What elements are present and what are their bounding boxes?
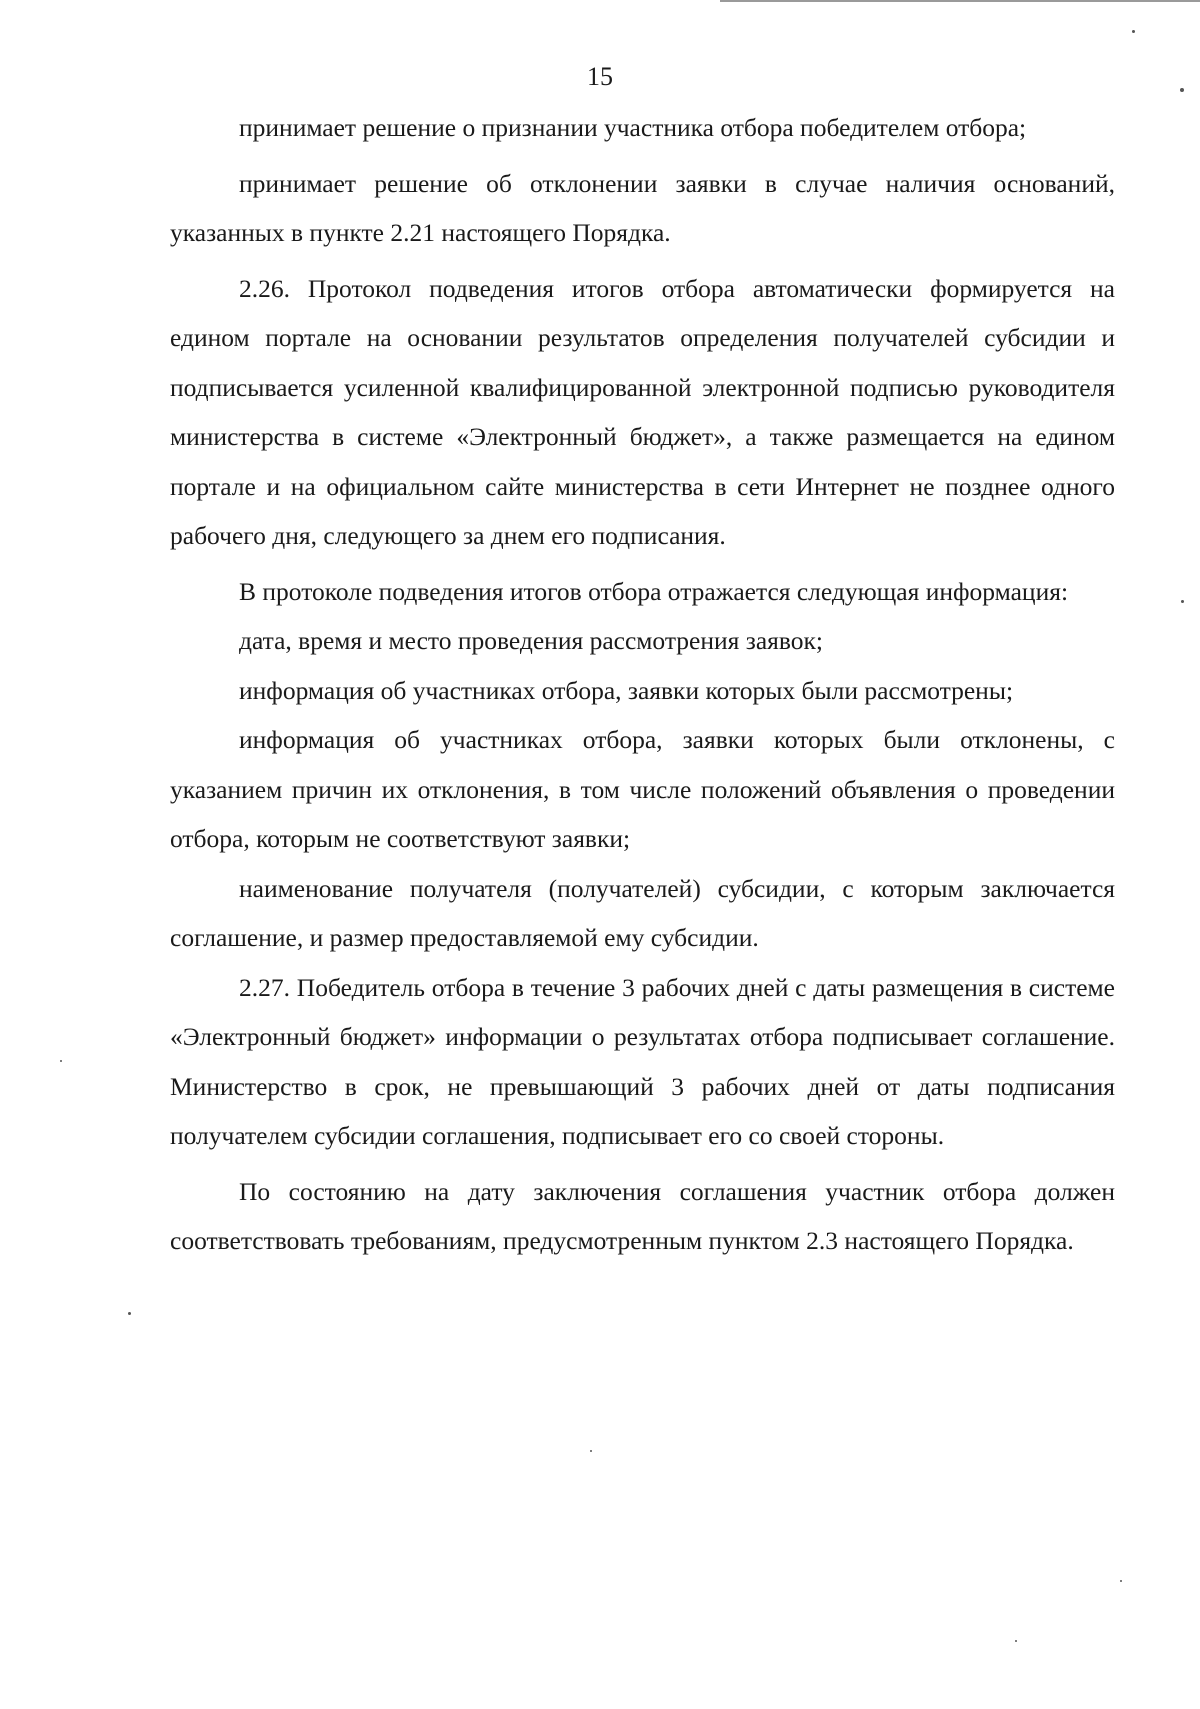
paragraph-protocol-info-intro: В протоколе подведения итогов отбора отражается следующая информация: [239,576,1069,606]
document-body [170,103,1115,1266]
paragraph-date-time-place: дата, время и место проведения рассмотрения заявок; [239,626,823,655]
paragraph-recognize-winner: принимает решение о признании участника отбора победителем отбора; [239,113,1027,142]
paragraph-rejected-participants: информация об участниках отбора, заявки которых были отклонены, с указанием причин их отклонения, в том числе положений объявления о проведении отбора, которым не соответствуют заявки; [170,725,1115,853]
scan-speck [60,1060,62,1062]
scan-speck [1132,30,1135,33]
scan-speck [1180,88,1184,92]
paragraph-compliance: По состоянию на дату заключения соглашения участник отбора должен соответствовать требованиям, предусмотренным пунктом 2.3 настоящего Порядка. [170,1176,1115,1255]
paragraph-reject-application: принимает решение об отклонении заявки в случае наличия оснований, указанных в пункте 2.21 настоящего Порядка. [170,168,1115,247]
page-number: 15 [587,62,613,91]
scan-edge-line [720,0,1200,2]
paragraph-recipient-name: наименование получателя (получателей) субсидии, с которым заключается соглашение, и размер предоставляемой ему субсидии. [170,873,1115,952]
scan-speck [128,1312,131,1315]
paragraph-2-27-winner: 2.27. Победитель отбора в течение 3 рабочих дней с даты размещения в системе «Электронный бюджет» информации о результатах отбора подписывает соглашение. Министерство в срок, не превышающий 3 рабочих дней от даты подписания получателем субсидии соглашения, подписывает его со своей стороны. [170,972,1115,1150]
scan-speck [1015,1640,1017,1642]
scan-speck [590,1450,592,1452]
scan-speck [1120,1580,1122,1582]
scan-speck [1181,600,1184,603]
paragraph-reviewed-participants: информация об участниках отбора, заявки которых были рассмотрены; [239,675,1014,705]
paragraph-2-26-protocol: 2.26. Протокол подведения итогов отбора автоматически формируется на едином портале на основании результатов определения получателей субсидии и подписывается усиленной квалифицированной электронной подписью руководителя министерства в системе «Электронный бюджет», а также размещается на едином портале и на официальном сайте министерства в сети Интернет не позднее одного рабочего дня, следующего за днем его подписания. [170,273,1115,550]
